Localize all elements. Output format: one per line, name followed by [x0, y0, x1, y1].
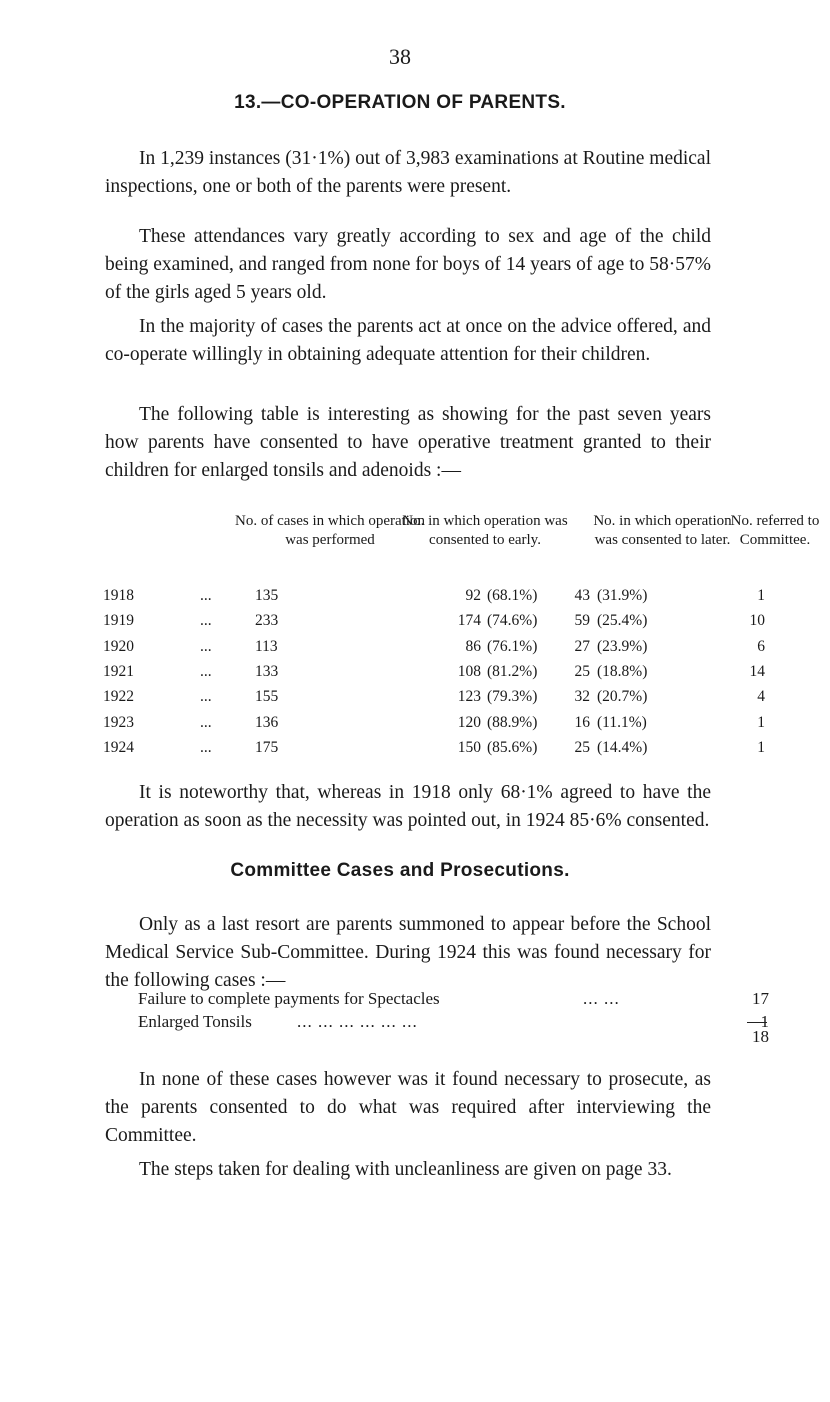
cell-consented-later-pct: (20.7%) — [597, 688, 648, 706]
cell-consented-early: 174 — [457, 612, 481, 630]
cell-referred: 1 — [757, 738, 765, 756]
table-row — [0, 688, 800, 710]
leader-dots: ... — [200, 738, 212, 756]
cell-consented-later: 43 — [574, 587, 590, 604]
cell-referred: 6 — [757, 637, 765, 655]
leader-dots: ... — [200, 637, 212, 655]
leader-dots: ... — [200, 662, 212, 680]
cases-total: 18 — [752, 1027, 769, 1046]
list-item — [0, 1012, 800, 1036]
cell-consented-later-pct: (25.4%) — [597, 612, 648, 630]
cell-consented-later-pct: (14.4%) — [597, 738, 648, 756]
page-number: 38 — [389, 44, 411, 69]
table-row — [0, 663, 800, 685]
paragraph-table-intro: The following table is interesting as showing for the past seven years how parents have consented to have operative treatment granted to their children for enlarged tonsils and adenoids :— — [105, 404, 711, 481]
cell-referred: 10 — [749, 612, 765, 630]
leader-dots: ... — [200, 688, 212, 706]
row-year: 1923 — [103, 713, 134, 731]
cell-cases-performed: 113 — [255, 637, 278, 655]
cell-consented-later: 59 — [574, 612, 590, 630]
cell-consented-early-pct: (88.9%) — [487, 713, 538, 731]
table-row — [0, 612, 800, 634]
cell-cases-performed: 155 — [255, 688, 279, 706]
cell-cases-performed: 175 — [255, 738, 279, 756]
row-year: 1922 — [103, 688, 134, 706]
table-row — [0, 739, 800, 761]
list-item-value: 1 — [760, 1012, 769, 1031]
cell-referred: 1 — [757, 587, 765, 604]
header-consented-later: No. in which operation was consented to later. — [593, 513, 732, 548]
cell-referred: 1 — [757, 713, 765, 731]
cell-referred: 4 — [757, 688, 765, 706]
row-year: 1924 — [103, 738, 134, 756]
cell-consented-early-pct: (68.1%) — [487, 587, 538, 604]
cell-consented-later-pct: (18.8%) — [597, 662, 648, 680]
cell-consented-early: 86 — [465, 637, 481, 655]
header-consented-early: No. in which operation was consented to early. — [402, 513, 568, 548]
paragraph-no-prosecution: In none of these cases however was it found necessary to prosecute, as the parents consented to do what was required after interviewing the Committee. — [105, 1069, 711, 1146]
table-row — [0, 638, 800, 660]
cell-cases-performed: 136 — [255, 713, 279, 731]
list-item — [0, 989, 800, 1013]
leader-dots: ... ... — [583, 989, 620, 1008]
cell-consented-later-pct: (11.1%) — [597, 713, 647, 731]
leader-dots: ... ... ... ... ... ... — [297, 1012, 418, 1031]
list-item-label: Enlarged Tonsils — [138, 1012, 252, 1031]
table-row — [0, 714, 800, 736]
section-heading: 13.—CO-OPERATION OF PARENTS. — [234, 92, 566, 113]
cell-consented-early: 150 — [457, 738, 481, 756]
cell-cases-performed: 133 — [255, 662, 279, 680]
cell-cases-performed: 233 — [255, 612, 279, 630]
sub-heading: Committee Cases and Prosecutions. — [230, 860, 570, 881]
paragraph-attendance: In 1,239 instances (31·1%) out of 3,983 examinations at Routine medical inspections, one or both of the parents were present. — [105, 148, 711, 197]
cell-consented-later: 16 — [574, 713, 590, 731]
cell-consented-early: 108 — [457, 662, 481, 680]
row-year: 1919 — [103, 612, 134, 630]
cell-consented-early-pct: (85.6%) — [487, 738, 538, 756]
cell-consented-later: 25 — [574, 662, 590, 680]
cell-consented-early: 123 — [457, 688, 481, 706]
cell-consented-early: 92 — [465, 587, 481, 604]
paragraph-uncleanliness: The steps taken for dealing with uncleanliness are given on page 33. — [139, 1159, 672, 1180]
cell-cases-performed: 135 — [255, 587, 279, 604]
cell-consented-later-pct: (31.9%) — [597, 587, 648, 604]
leader-dots: ... — [200, 587, 212, 604]
cell-consented-early-pct: (76.1%) — [487, 637, 538, 655]
cell-consented-early-pct: (81.2%) — [487, 662, 538, 680]
cell-consented-early: 120 — [457, 713, 481, 731]
row-year: 1918 — [103, 587, 134, 604]
cell-consented-later: 25 — [574, 738, 590, 756]
header-cases-performed: No. of cases in which operation was performed — [235, 513, 425, 548]
cell-consented-early-pct: (74.6%) — [487, 612, 538, 630]
paragraph-committee: Only as a last resort are parents summoned to appear before the School Medical Service Sub-Committee. During 1924 this was found necessary for the following cases :— — [105, 914, 711, 991]
cell-consented-later: 27 — [574, 637, 590, 655]
list-item-label: Failure to complete payments for Spectacles — [138, 989, 440, 1008]
paragraph-variation: These attendances vary greatly according to sex and age of the child being examined, and ranged from none for boys of 14 years of age to 58·57% of the girls aged 5 years old. — [105, 226, 711, 303]
leader-dots: ... — [200, 612, 212, 630]
header-referred: No. referred to Committee. — [730, 513, 820, 548]
list-item-value: 17 — [752, 989, 769, 1008]
paragraph-noteworthy: It is noteworthy that, whereas in 1918 only 68·1% agreed to have the operation as soon as the necessity was pointed out, in 1924 85·6% consented. — [105, 782, 711, 831]
leader-dots: ... — [200, 713, 212, 731]
cell-consented-later-pct: (23.9%) — [597, 637, 648, 655]
row-year: 1920 — [103, 637, 134, 655]
table-row — [0, 587, 800, 609]
cell-consented-early-pct: (79.3%) — [487, 688, 538, 706]
cell-consented-later: 32 — [574, 688, 590, 706]
cell-referred: 14 — [749, 662, 765, 680]
row-year: 1921 — [103, 662, 134, 680]
total-rule — [747, 1022, 767, 1023]
paragraph-majority: In the majority of cases the parents act at once on the advice offered, and co-operate willingly in obtaining adequate attention for their children. — [105, 316, 711, 365]
